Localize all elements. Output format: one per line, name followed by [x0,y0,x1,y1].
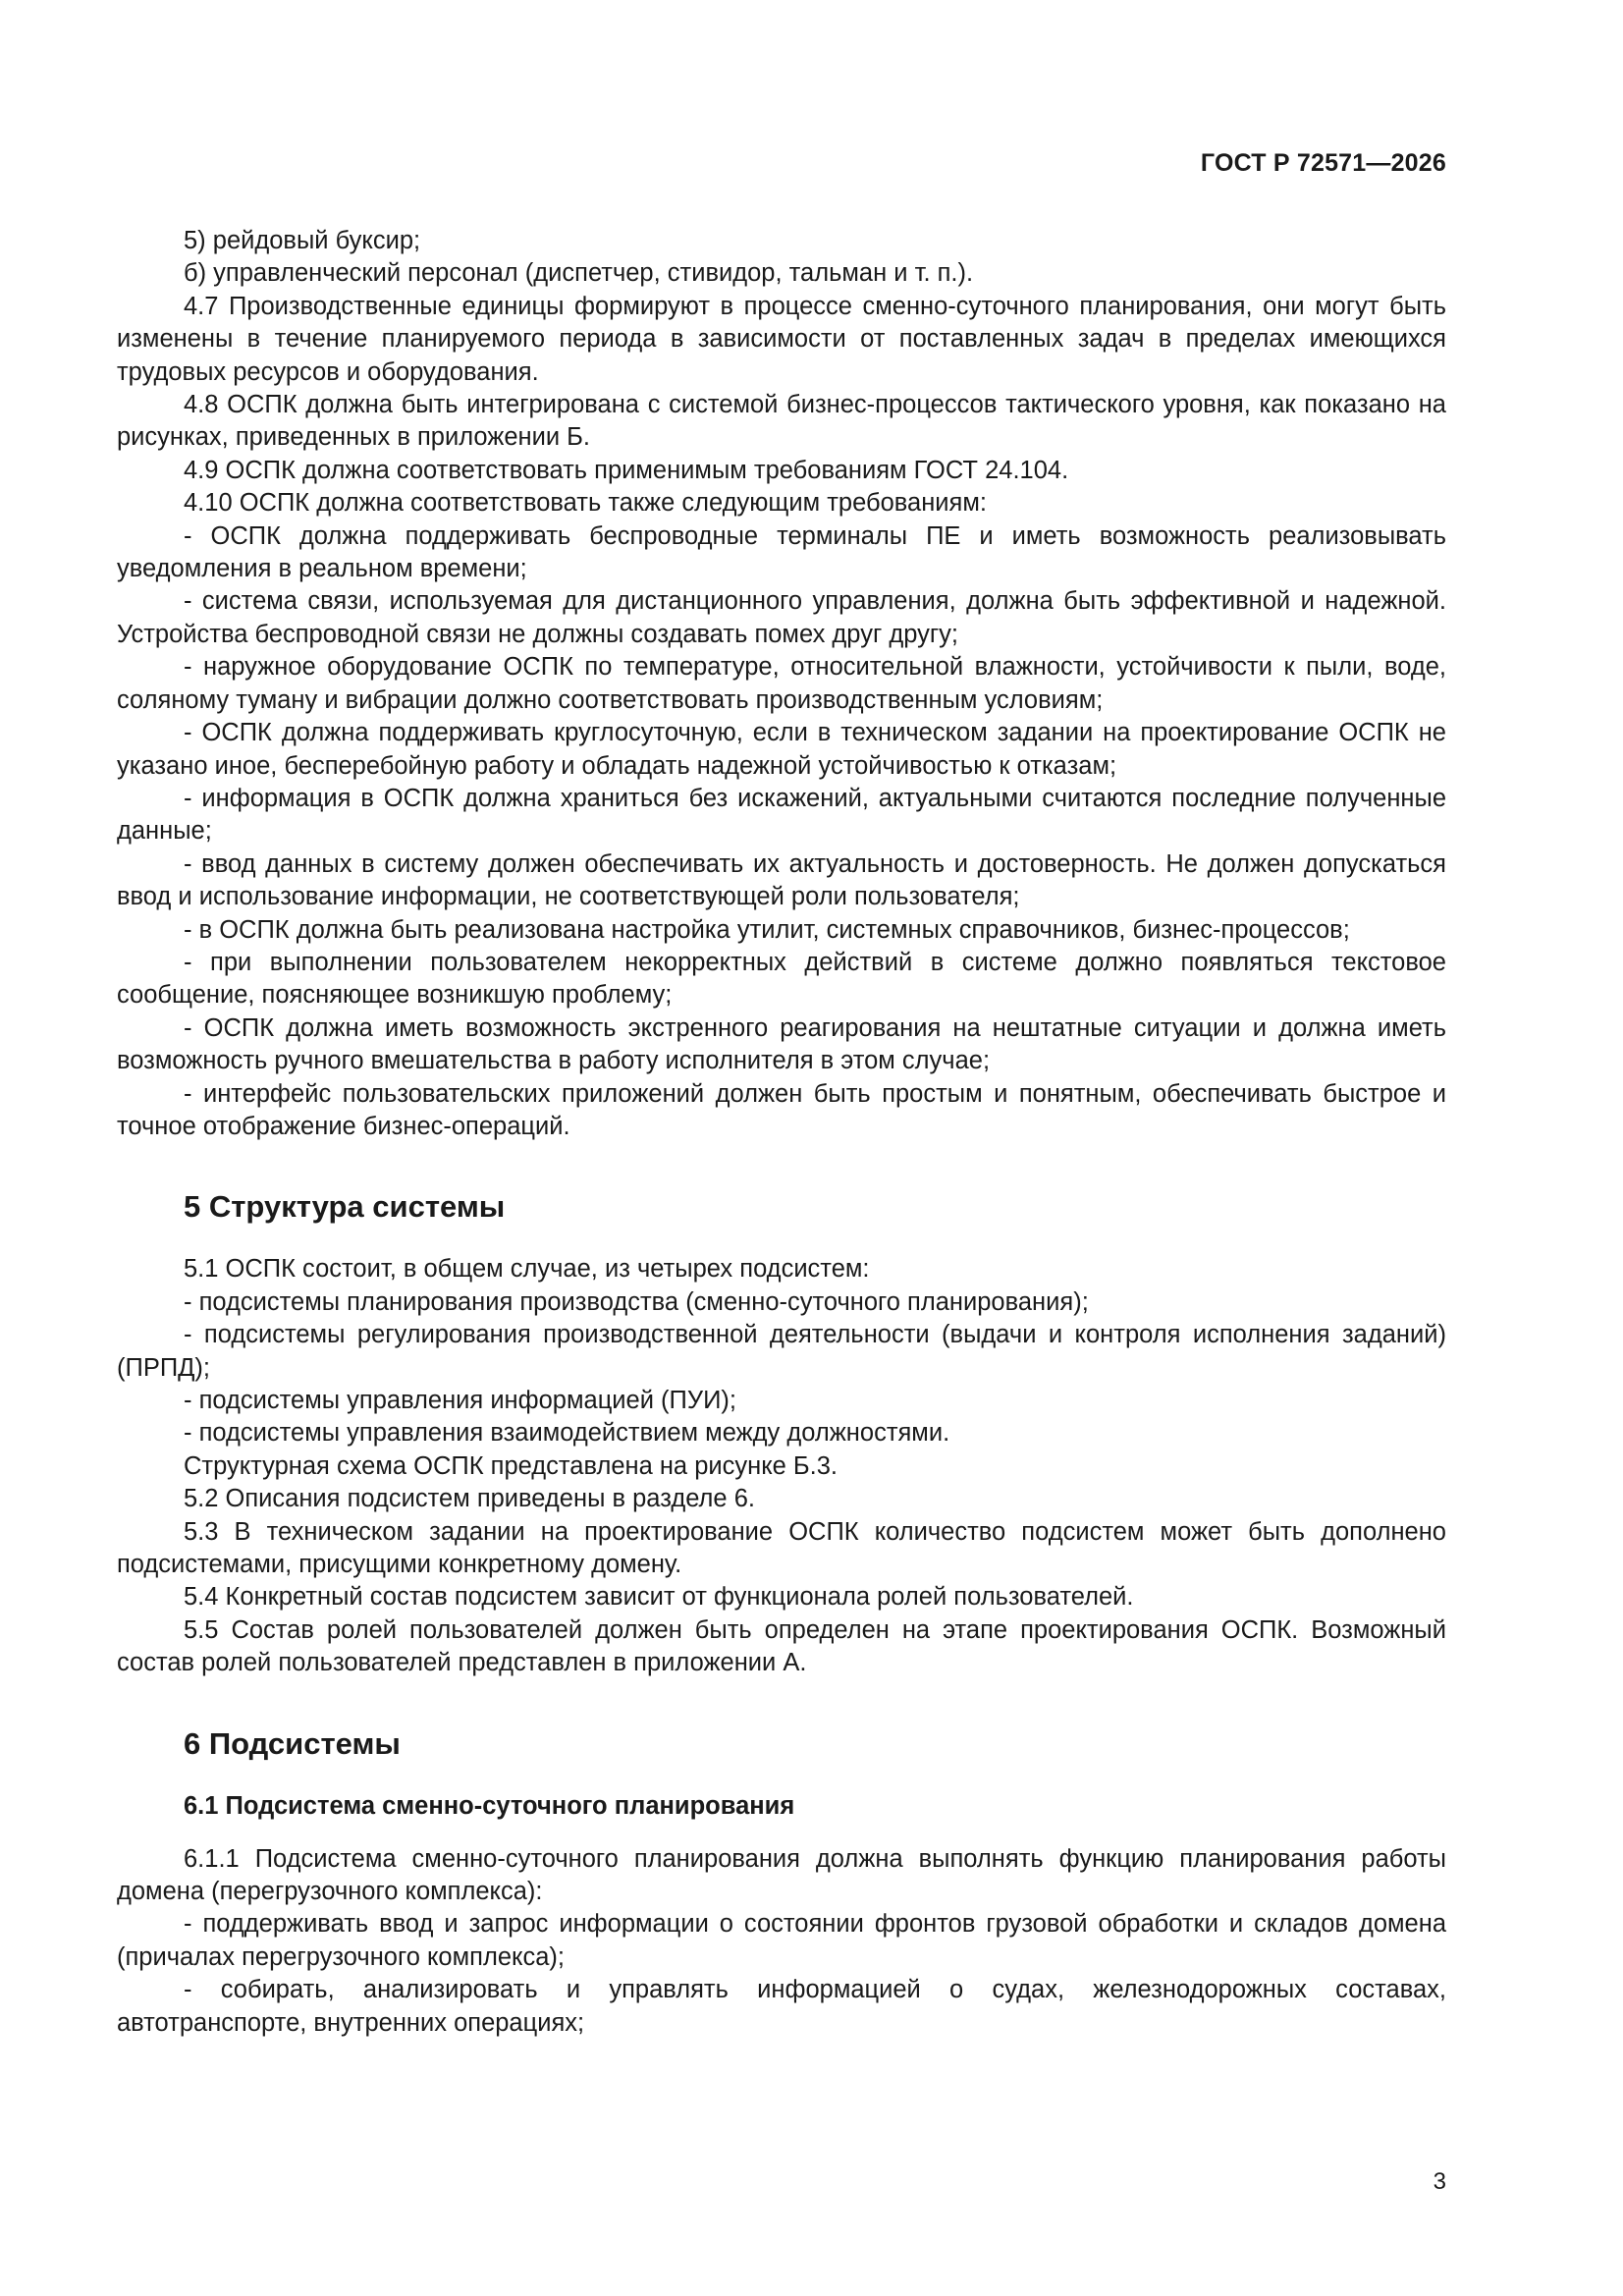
document-body [117,225,1446,2040]
list-item: - собирать, анализировать и управлять информацией о судах, железнодорожных составах, автотранспорте, внутренних операциях; [117,1976,1446,2037]
list-item: - подсистемы управления взаимодействием между должностями. [184,1419,950,1448]
list-item: - ввод данных в систему должен обеспечивать их актуальность и достоверность. Не должен допускаться ввод и использование информации, не соответствующей роли пользователя; [117,849,1446,911]
paragraph: 5.5 Состав ролей пользователей должен быть определен на этапе проектирования ОСПК. Возможный состав ролей пользователей представлен в приложении А. [117,1615,1446,1677]
paragraph: 5.3 В техническом задании на проектирование ОСПК количество подсистем может быть дополнено подсистемами, присущими конкретному домену. [117,1517,1446,1579]
paragraph: 4.8 ОСПК должна быть интегрирована с системой бизнес-процессов тактического уровня, как показано на рисунках, приведенных в приложении Б. [117,391,1446,452]
list-item: - система связи, используемая для дистанционного управления, должна быть эффективной и надежной. Устройства беспроводной связи не должны создавать помех друг другу; [117,587,1446,648]
list-item: - наружное оборудование ОСПК по температуре, относительной влажности, устойчивости к пыли, воде, соляному туману и вибрации должно соответствовать производственным условиям; [117,653,1446,714]
list-item: - ОСПК должна поддерживать круглосуточную, если в техническом задании на проектирование ОСПК не указано иное, бесперебойную работу и обладать надежной устойчивостью к отказам; [117,719,1446,780]
subsection-heading-6-1: 6.1 Подсистема сменно-суточного планирования [184,1791,795,1820]
list-item: - при выполнении пользователем некорректных действий в системе должно появляться текстовое сообщение, поясняющее возникшую проблему; [117,948,1446,1010]
list-item: - подсистемы планирования производства (сменно-суточного планирования); [184,1287,1089,1316]
paragraph: Структурная схема ОСПК представлена на рисунке Б.3. [184,1451,839,1480]
section-heading-5: 5 Структура системы [184,1189,506,1225]
list-item: - в ОСПК должна быть реализована настройка утилит, системных справочников, бизнес-процессов; [184,915,1350,944]
list-item: - ОСПК должна поддерживать беспроводные терминалы ПЕ и иметь возможность реализовывать уведомления в реальном времени; [117,521,1446,583]
list-item: - интерфейс пользовательских приложений должен быть простым и понятным, обеспечивать быстрое и точное отображение бизнес-операций. [117,1079,1446,1140]
list-item: - подсистемы регулирования производственной деятельности (выдачи и контроля исполнения заданий) (ПРПД); [117,1321,1446,1382]
list-item: - информация в ОСПК должна храниться без искажений, актуальными считаются последние полученные данные; [117,784,1446,846]
paragraph: 6.1.1 Подсистема сменно-суточного планирования должна выполнять функцию планирования работы домена (перегрузочного комплекса): [117,1844,1446,1906]
section-heading-6: 6 Подсистемы [184,1725,401,1761]
list-item: - подсистемы управления информацией (ПУИ); [184,1387,736,1414]
paragraph: 5) рейдовый буксир; [184,227,421,254]
paragraph: б) управленческий персонал (диспетчер, стивидор, тальман и т. п.). [184,259,974,288]
list-item: - ОСПК должна иметь возможность экстренного реагирования на нештатные ситуации и должна иметь возможность ручного вмешательства в работу исполнителя в этом случае; [117,1013,1446,1075]
paragraph: 4.9 ОСПК должна соответствовать применимым требованиям ГОСТ 24.104. [184,456,1069,484]
paragraph: 4.10 ОСПК должна соответствовать также следующим требованиям: [184,489,987,518]
page-number: 3 [1433,2168,1446,2195]
paragraph: 5.1 ОСПК состоит, в общем случае, из четырех подсистем: [184,1255,870,1284]
document-code: ГОСТ Р 72571—2026 [1200,149,1446,177]
paragraph: 5.2 Описания подсистем приведены в разделе 6. [184,1485,755,1513]
list-item: - поддерживать ввод и запрос информации о состоянии фронтов грузовой обработки и складов домена (причалах перегрузочного комплекса); [117,1910,1446,1971]
paragraph: 4.7 Производственные единицы формируют в процессе сменно-суточного планирования, они могут быть изменены в течение планируемого периода в зависимости от поставленных задач в пределах имеющихся трудовых ресурсов и оборудования. [117,292,1446,386]
paragraph: 5.4 Конкретный состав подсистем зависит от функционала ролей пользователей. [184,1583,1134,1612]
